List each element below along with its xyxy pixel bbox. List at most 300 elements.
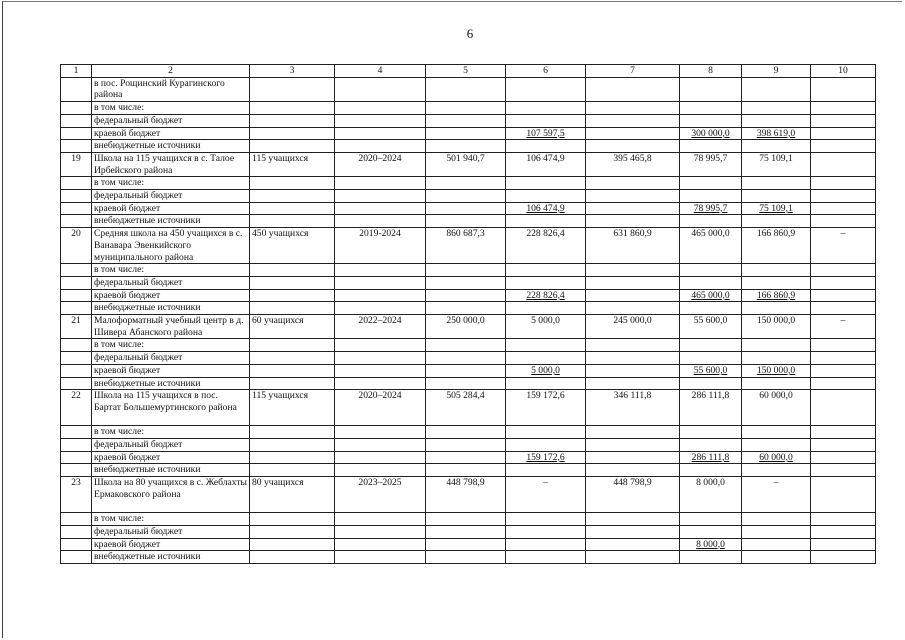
table-cell: [811, 551, 876, 564]
description-cell: краевой бюджет: [92, 451, 250, 464]
table-cell: [335, 551, 426, 564]
table-cell: [335, 127, 426, 140]
table-cell: [506, 538, 586, 551]
table-row: [61, 538, 876, 551]
table-cell: [742, 513, 811, 526]
table-cell: [742, 302, 811, 315]
table-cell: [680, 377, 742, 390]
row-number-cell: [61, 215, 92, 228]
column-header: 3: [250, 65, 335, 78]
table-cell: [506, 215, 586, 228]
table-cell: 80 учащихся: [250, 477, 335, 513]
table-cell: [335, 538, 426, 551]
table-cell: [811, 202, 876, 215]
table-cell: [335, 289, 426, 302]
table-cell: [586, 264, 680, 277]
row-number-cell: [61, 364, 92, 377]
table-cell: [811, 215, 876, 228]
table-cell: [811, 276, 876, 289]
table-cell: [506, 177, 586, 190]
table-cell: [506, 302, 586, 315]
table-cell: [250, 513, 335, 526]
table-cell: 106 474,9: [506, 152, 586, 176]
table-cell: [426, 177, 506, 190]
description-cell: Малоформатный учебный центр в д. Шивера Абанского района: [92, 315, 250, 339]
table-cell: [426, 426, 506, 439]
table-cell: [426, 202, 506, 215]
table-cell: [680, 302, 742, 315]
table-cell: [335, 438, 426, 451]
table-cell: 60 000,0: [742, 390, 811, 426]
table-cell: [506, 438, 586, 451]
table-cell: [250, 364, 335, 377]
table-cell: [506, 190, 586, 203]
row-number-cell: [61, 190, 92, 203]
table-row: [61, 264, 876, 277]
table-cell: [250, 77, 335, 101]
table-cell: 398 619,0: [742, 127, 811, 140]
table-cell: [506, 426, 586, 439]
row-number-cell: [61, 202, 92, 215]
table-cell: 286 111,8: [680, 390, 742, 426]
description-cell: Школа на 115 учащихся в пос. Бартат Большемуртинского района: [92, 390, 250, 426]
table-cell: [680, 551, 742, 564]
row-number-cell: [61, 140, 92, 153]
table-cell: 107 597,5: [506, 127, 586, 140]
table-cell: [506, 464, 586, 477]
table-cell: [426, 264, 506, 277]
row-number-cell: [61, 377, 92, 390]
table-cell: [586, 77, 680, 101]
table-cell: [426, 102, 506, 115]
table-cell: [742, 339, 811, 352]
table-row: [61, 114, 876, 127]
table-cell: [426, 464, 506, 477]
row-number-cell: [61, 525, 92, 538]
table-row: [61, 302, 876, 315]
table-cell: 2022–2024: [335, 315, 426, 339]
table-cell: [586, 302, 680, 315]
table-cell: [426, 538, 506, 551]
table-cell: [742, 102, 811, 115]
table-row: [61, 77, 876, 101]
table-cell: 505 284,4: [426, 390, 506, 426]
table-cell: [506, 551, 586, 564]
table-cell: 2020–2024: [335, 390, 426, 426]
row-number-cell: [61, 426, 92, 439]
table-cell: [250, 302, 335, 315]
table-cell: [335, 77, 426, 101]
table-row: [61, 202, 876, 215]
table-cell: [680, 276, 742, 289]
table-cell: [335, 451, 426, 464]
table-cell: [426, 215, 506, 228]
table-cell: 55 600,0: [680, 315, 742, 339]
table-cell: 465 000,0: [680, 228, 742, 264]
table-cell: 860 687,3: [426, 228, 506, 264]
table-cell: [335, 202, 426, 215]
table-row: [61, 390, 876, 426]
table-cell: [742, 276, 811, 289]
table-cell: [586, 451, 680, 464]
table-cell: 465 000,0: [680, 289, 742, 302]
table-row: [61, 352, 876, 365]
table-cell: [811, 377, 876, 390]
table-cell: [250, 276, 335, 289]
table-cell: 159 172,6: [506, 390, 586, 426]
table-row: [61, 451, 876, 464]
table-cell: [586, 202, 680, 215]
table-cell: 228 826,4: [506, 289, 586, 302]
table-cell: [586, 127, 680, 140]
table-cell: [506, 352, 586, 365]
description-cell: краевой бюджет: [92, 202, 250, 215]
table-cell: [250, 202, 335, 215]
table-cell: [680, 177, 742, 190]
table-cell: 8 000,0: [680, 477, 742, 513]
table-cell: [811, 364, 876, 377]
table-cell: [335, 215, 426, 228]
table-cell: [250, 451, 335, 464]
row-number-cell: [61, 551, 92, 564]
table-cell: 228 826,4: [506, 228, 586, 264]
table-cell: [586, 364, 680, 377]
table-cell: [811, 339, 876, 352]
table-cell: 2023–2025: [335, 477, 426, 513]
table-cell: [680, 513, 742, 526]
table-row: [61, 228, 876, 264]
table-cell: [680, 215, 742, 228]
description-cell: в том числе:: [92, 177, 250, 190]
table-cell: [742, 377, 811, 390]
table-cell: [335, 426, 426, 439]
table-row: [61, 215, 876, 228]
column-header: 9: [742, 65, 811, 78]
table-cell: [335, 140, 426, 153]
table-cell: [811, 289, 876, 302]
table-cell: [586, 513, 680, 526]
table-cell: [250, 102, 335, 115]
table-cell: 448 798,9: [586, 477, 680, 513]
table-cell: 115 учащихся: [250, 152, 335, 176]
table-cell: [586, 339, 680, 352]
table-cell: [742, 426, 811, 439]
table-row: [61, 289, 876, 302]
table-cell: [586, 551, 680, 564]
description-cell: Школа на 115 учащихся в с. Талое Ирбейского района: [92, 152, 250, 176]
table-row: [61, 177, 876, 190]
table-cell: [335, 302, 426, 315]
table-cell: [426, 276, 506, 289]
table-cell: 60 000,0: [742, 451, 811, 464]
table-cell: [811, 152, 876, 176]
table-cell: [426, 513, 506, 526]
column-header: 10: [811, 65, 876, 78]
table-cell: [506, 339, 586, 352]
table-cell: [811, 477, 876, 513]
table-cell: [680, 77, 742, 101]
row-number-cell: [61, 114, 92, 127]
table-cell: [335, 377, 426, 390]
description-cell: Средняя школа на 450 учащихся в с. Ванавара Эвенкийского муниципального района: [92, 228, 250, 264]
table-cell: [335, 364, 426, 377]
table-cell: 450 учащихся: [250, 228, 335, 264]
table-cell: [335, 352, 426, 365]
table-cell: [335, 114, 426, 127]
table-cell: [250, 289, 335, 302]
column-header: 7: [586, 65, 680, 78]
table-cell: [586, 276, 680, 289]
table-row: [61, 102, 876, 115]
table-cell: [250, 426, 335, 439]
table-cell: [426, 114, 506, 127]
table-cell: [680, 140, 742, 153]
table-cell: [426, 302, 506, 315]
table-cell: [426, 551, 506, 564]
table-cell: [742, 525, 811, 538]
table-cell: [335, 525, 426, 538]
column-header: 2: [92, 65, 250, 78]
table-cell: [335, 190, 426, 203]
table-cell: [680, 102, 742, 115]
table-cell: [426, 140, 506, 153]
table-cell: [506, 525, 586, 538]
table-cell: [426, 190, 506, 203]
row-number-cell: [61, 127, 92, 140]
table-cell: [426, 525, 506, 538]
row-number-cell: [61, 289, 92, 302]
column-header: 5: [426, 65, 506, 78]
table-cell: [250, 190, 335, 203]
table-cell: 5 000,0: [506, 364, 586, 377]
row-number-cell: [61, 339, 92, 352]
table-cell: 60 учащихся: [250, 315, 335, 339]
table-cell: [680, 352, 742, 365]
table-cell: [426, 352, 506, 365]
description-cell: федеральный бюджет: [92, 190, 250, 203]
table-cell: [811, 352, 876, 365]
description-cell: краевой бюджет: [92, 364, 250, 377]
table-cell: [250, 127, 335, 140]
description-cell: федеральный бюджет: [92, 352, 250, 365]
description-cell: в том числе:: [92, 426, 250, 439]
table-cell: [586, 525, 680, 538]
table-cell: [811, 390, 876, 426]
table-cell: 245 000,0: [586, 315, 680, 339]
table-cell: [742, 464, 811, 477]
table-cell: 75 109,1: [742, 152, 811, 176]
table-cell: [335, 464, 426, 477]
table-cell: [586, 215, 680, 228]
table-cell: [426, 339, 506, 352]
table-cell: 166 860,9: [742, 228, 811, 264]
page-number: 6: [466, 26, 474, 41]
table-cell: [811, 190, 876, 203]
table-cell: [335, 276, 426, 289]
description-cell: в том числе:: [92, 102, 250, 115]
table-cell: 346 111,8: [586, 390, 680, 426]
row-number-cell: [61, 538, 92, 551]
table-cell: 150 000,0: [742, 364, 811, 377]
table-cell: 2020–2024: [335, 152, 426, 176]
row-number-cell: [61, 102, 92, 115]
table-cell: [811, 438, 876, 451]
table-cell: –: [742, 477, 811, 513]
table-cell: 78 995,7: [680, 202, 742, 215]
table-cell: [811, 525, 876, 538]
table-cell: [680, 438, 742, 451]
table-row: [61, 525, 876, 538]
table-cell: 8 000,0: [680, 538, 742, 551]
table-cell: [586, 438, 680, 451]
description-cell: в том числе:: [92, 264, 250, 277]
description-cell: Школа на 80 учащихся в с. Жеблахты Ермаковского района: [92, 477, 250, 513]
table-cell: [811, 426, 876, 439]
description-cell: в том числе:: [92, 513, 250, 526]
table-cell: [586, 464, 680, 477]
table-cell: [742, 438, 811, 451]
row-number-cell: 20: [61, 228, 92, 264]
table-cell: [742, 551, 811, 564]
table-cell: 250 000,0: [426, 315, 506, 339]
row-number-cell: [61, 302, 92, 315]
table-cell: [426, 451, 506, 464]
table-cell: [811, 127, 876, 140]
table-row: [61, 426, 876, 439]
table-cell: [680, 426, 742, 439]
table-row: [61, 377, 876, 390]
table-cell: [250, 525, 335, 538]
table-cell: [811, 77, 876, 101]
table-row: [61, 276, 876, 289]
table-cell: 448 798,9: [426, 477, 506, 513]
description-cell: краевой бюджет: [92, 289, 250, 302]
table-row: [61, 190, 876, 203]
row-number-cell: [61, 451, 92, 464]
table-cell: 150 000,0: [742, 315, 811, 339]
table-cell: [250, 551, 335, 564]
description-cell: внебюджетные источники: [92, 140, 250, 153]
table-cell: 115 учащихся: [250, 390, 335, 426]
table-cell: [742, 352, 811, 365]
table-row: [61, 477, 876, 513]
description-cell: внебюджетные источники: [92, 464, 250, 477]
table-cell: [811, 114, 876, 127]
row-number-cell: [61, 77, 92, 101]
table-cell: [586, 102, 680, 115]
description-cell: федеральный бюджет: [92, 114, 250, 127]
column-header: 4: [335, 65, 426, 78]
description-cell: федеральный бюджет: [92, 438, 250, 451]
table-cell: [426, 438, 506, 451]
table-cell: [426, 377, 506, 390]
description-cell: федеральный бюджет: [92, 525, 250, 538]
table-cell: [250, 538, 335, 551]
table-cell: –: [811, 315, 876, 339]
table-row: [61, 339, 876, 352]
table-cell: [811, 538, 876, 551]
table-cell: 501 940,7: [426, 152, 506, 176]
table-cell: [742, 177, 811, 190]
row-number-cell: 21: [61, 315, 92, 339]
table-cell: 5 000,0: [506, 315, 586, 339]
row-number-cell: [61, 513, 92, 526]
table-cell: [250, 140, 335, 153]
table-cell: [680, 339, 742, 352]
table-cell: [250, 339, 335, 352]
table-header-row: [61, 65, 876, 78]
budget-table: [60, 64, 876, 564]
table-cell: [335, 177, 426, 190]
table-cell: [506, 513, 586, 526]
table-cell: [586, 538, 680, 551]
table-cell: –: [811, 228, 876, 264]
table-cell: [811, 302, 876, 315]
table-row: [61, 464, 876, 477]
table-cell: [811, 140, 876, 153]
table-cell: 2019-2024: [335, 228, 426, 264]
table-cell: [742, 77, 811, 101]
table-cell: 55 600,0: [680, 364, 742, 377]
description-cell: внебюджетные источники: [92, 551, 250, 564]
description-cell: внебюджетные источники: [92, 302, 250, 315]
description-cell: федеральный бюджет: [92, 276, 250, 289]
table-cell: [426, 289, 506, 302]
table-cell: [586, 140, 680, 153]
table-cell: [811, 464, 876, 477]
table-cell: [426, 364, 506, 377]
table-cell: [680, 525, 742, 538]
table-cell: 395 465,8: [586, 152, 680, 176]
table-cell: [250, 264, 335, 277]
table-row: [61, 140, 876, 153]
table-cell: [680, 114, 742, 127]
table-cell: [680, 264, 742, 277]
description-cell: в пос. Рощинский Курагинского района: [92, 77, 250, 101]
table-cell: [586, 114, 680, 127]
table-cell: [680, 190, 742, 203]
table-row: [61, 127, 876, 140]
table-cell: [742, 190, 811, 203]
description-cell: внебюджетные источники: [92, 215, 250, 228]
table-cell: 300 000,0: [680, 127, 742, 140]
table-cell: [811, 177, 876, 190]
table-cell: [811, 264, 876, 277]
table-cell: [250, 464, 335, 477]
table-cell: –: [506, 477, 586, 513]
description-cell: краевой бюджет: [92, 127, 250, 140]
column-header: 6: [506, 65, 586, 78]
table-cell: [335, 513, 426, 526]
table-row: [61, 438, 876, 451]
row-number-cell: [61, 464, 92, 477]
table-cell: [742, 215, 811, 228]
table-row: [61, 513, 876, 526]
description-cell: в том числе:: [92, 339, 250, 352]
row-number-cell: [61, 264, 92, 277]
table-cell: [250, 352, 335, 365]
table-cell: [680, 464, 742, 477]
table-row: [61, 152, 876, 176]
table-cell: [811, 451, 876, 464]
table-cell: [742, 140, 811, 153]
table-cell: [586, 426, 680, 439]
table-cell: 166 860,9: [742, 289, 811, 302]
table-cell: 159 172,6: [506, 451, 586, 464]
table-cell: [335, 264, 426, 277]
column-header: 1: [61, 65, 92, 78]
row-number-cell: [61, 276, 92, 289]
